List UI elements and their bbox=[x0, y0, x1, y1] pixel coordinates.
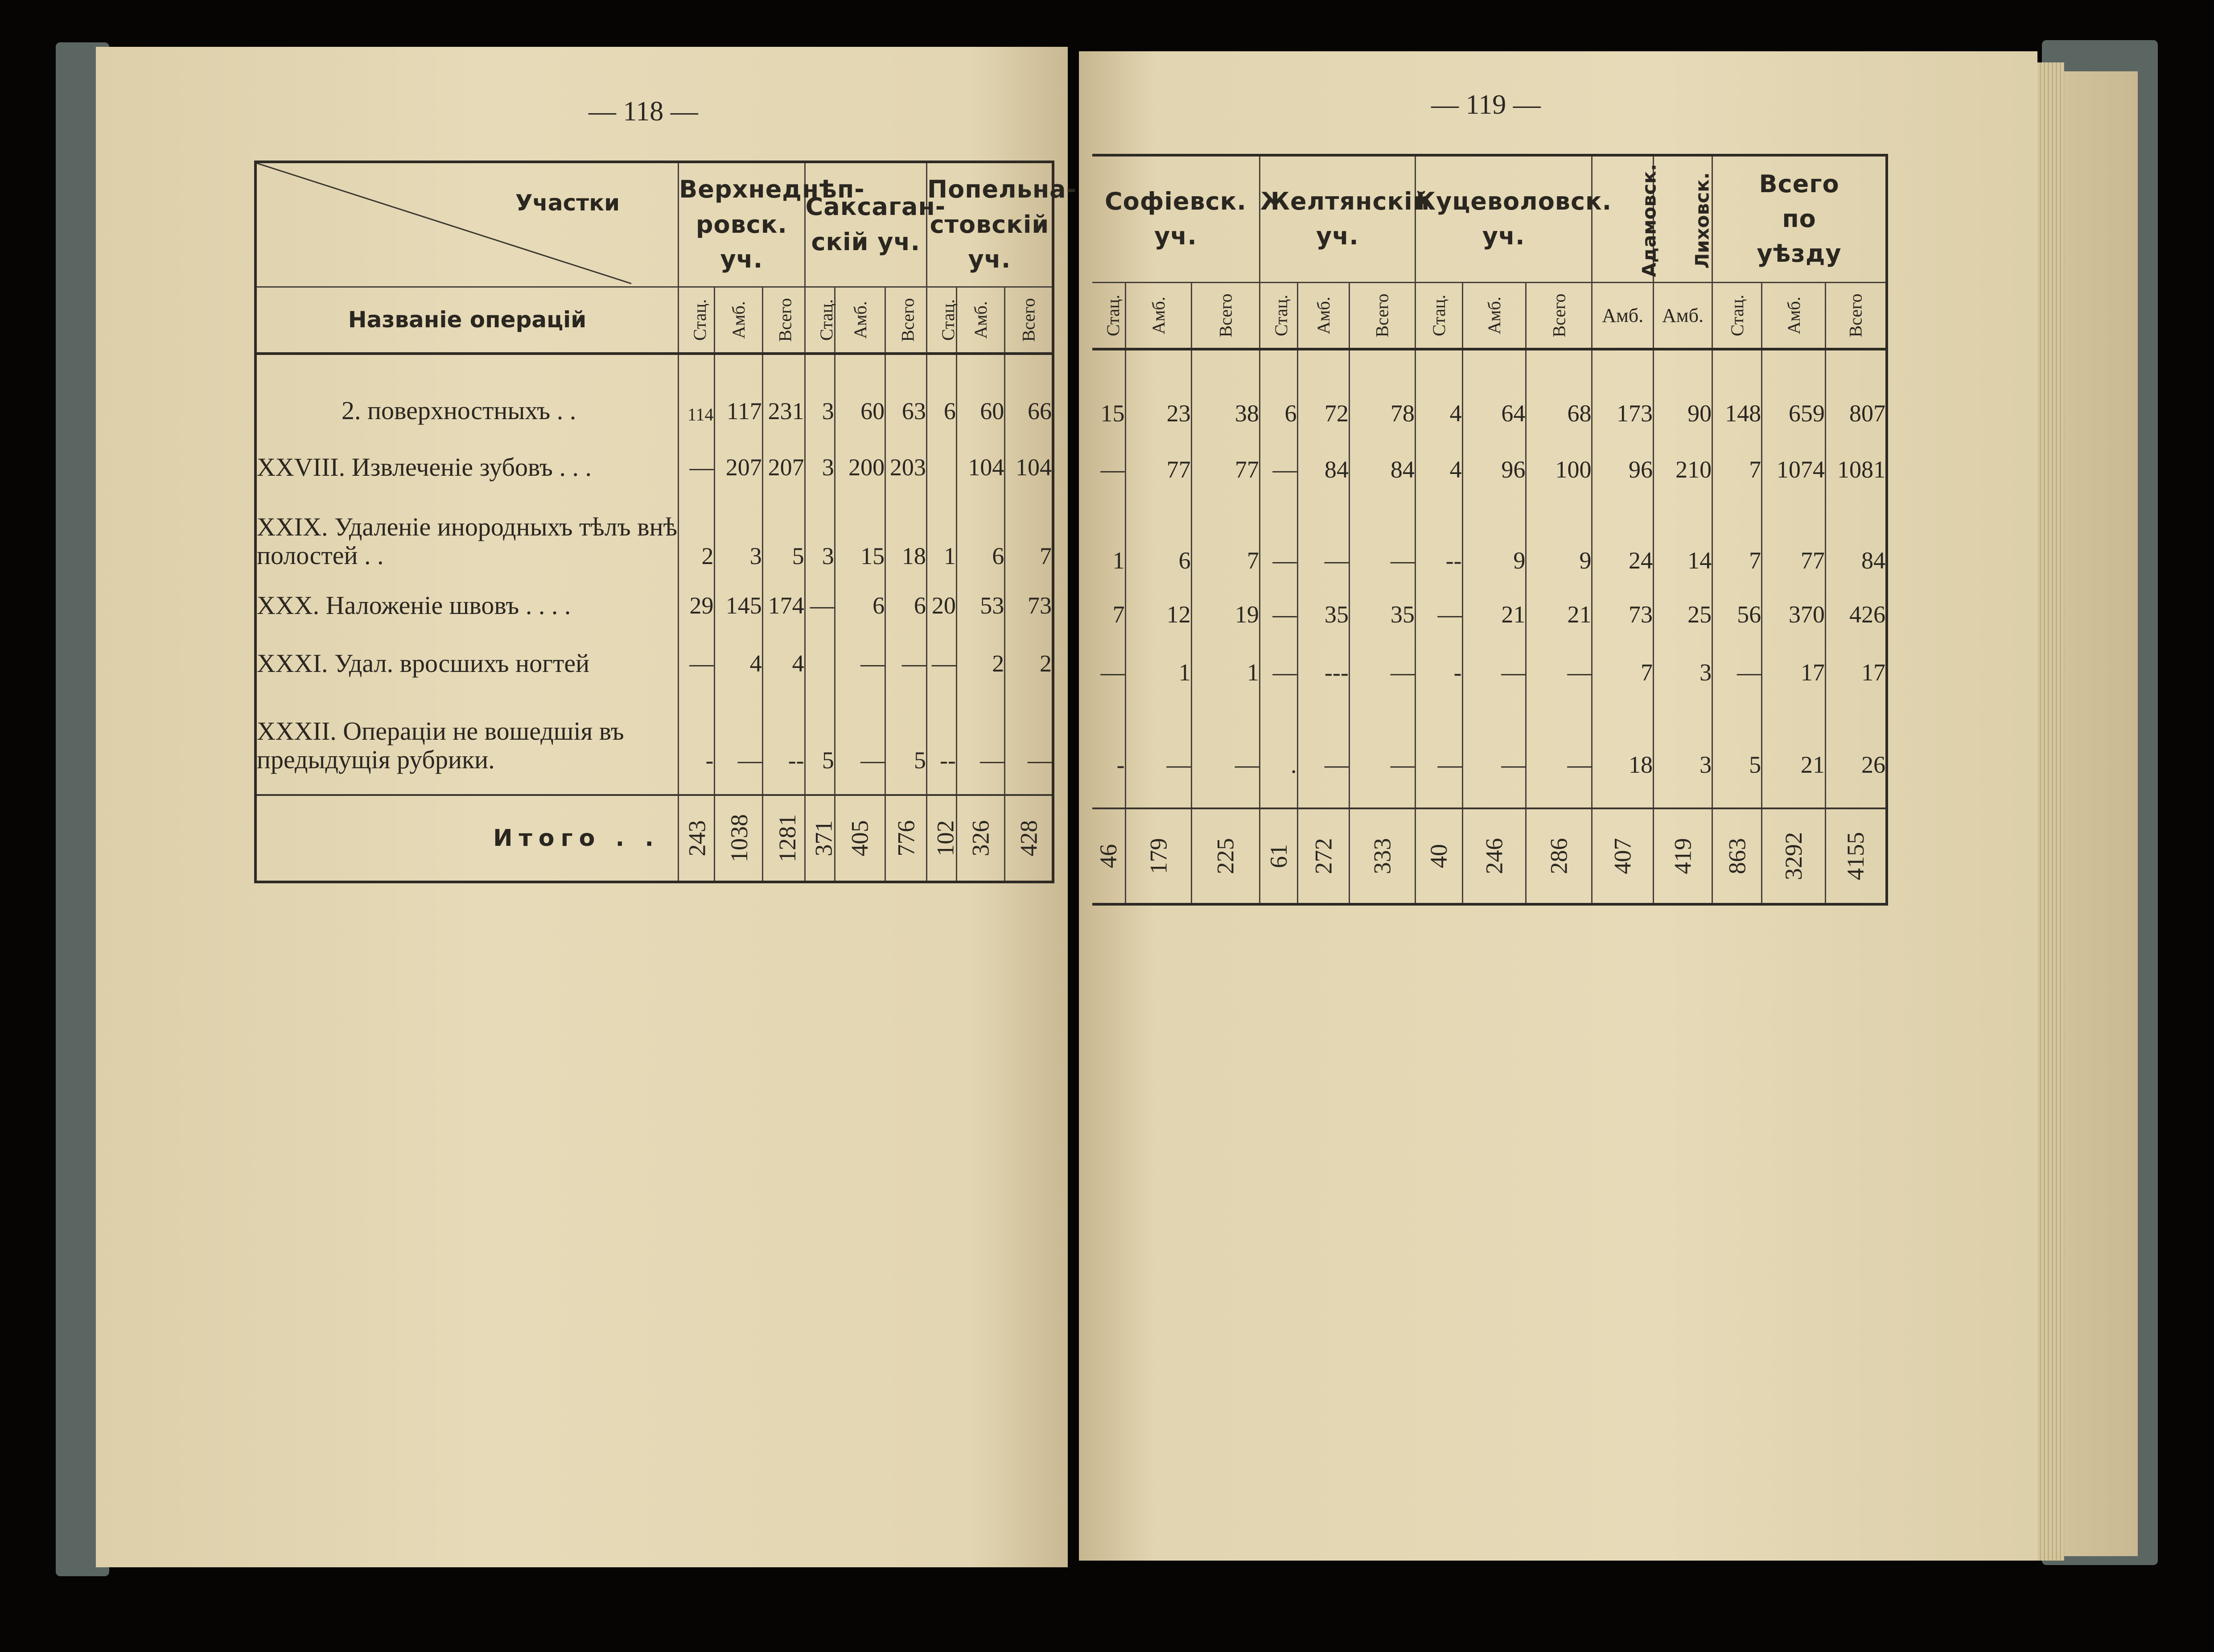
cell: 5 bbox=[762, 496, 805, 577]
cell: 7 bbox=[1592, 643, 1653, 701]
table-row bbox=[255, 354, 1053, 438]
group-header-1: Саксаган-скій уч. bbox=[805, 162, 926, 287]
cell: 24 bbox=[1592, 498, 1653, 585]
total-cell: 326 bbox=[956, 795, 1004, 882]
subheader-stac: Стац. bbox=[1259, 282, 1297, 349]
cell: 210 bbox=[1653, 441, 1712, 498]
group-header-zheltyansk: Желтянскій уч. bbox=[1259, 155, 1415, 282]
row-label: XXX. Наложеніе швовъ . . . . bbox=[257, 591, 571, 620]
cell: 7 bbox=[1112, 601, 1125, 628]
cell: 15 bbox=[1100, 400, 1125, 427]
total-cell: 61 bbox=[1259, 808, 1297, 904]
cell: 68 bbox=[1526, 349, 1592, 441]
table-row bbox=[1092, 349, 1887, 441]
table-row bbox=[1092, 441, 1887, 498]
total-cell: 102 bbox=[926, 795, 956, 882]
total-cell: 243 bbox=[679, 795, 714, 882]
group-header-0: Верхнеднѣп-ровск. уч. bbox=[679, 162, 805, 287]
cell: 73 bbox=[1005, 577, 1053, 634]
cell: 56 bbox=[1712, 585, 1762, 643]
cell: — bbox=[1349, 701, 1415, 808]
corner-diagonal bbox=[257, 163, 667, 288]
cell: - bbox=[1116, 751, 1125, 778]
cell: . bbox=[1259, 701, 1297, 808]
cell: — bbox=[1415, 585, 1462, 643]
cell: 84 bbox=[1297, 441, 1349, 498]
row-label: XXXII. Операціи не вошедшія въ предыдущія рубрики. bbox=[257, 717, 624, 775]
cell: 35 bbox=[1297, 585, 1349, 643]
total-cell: 225 bbox=[1191, 808, 1259, 904]
cell: — bbox=[1349, 643, 1415, 701]
cell: — bbox=[1259, 498, 1297, 585]
page-number-right: — 119 — bbox=[1431, 90, 1541, 120]
cell: 370 bbox=[1762, 585, 1826, 643]
cell: 4 bbox=[762, 634, 805, 692]
cell: 17 bbox=[1762, 643, 1826, 701]
cell: 60 bbox=[835, 354, 885, 438]
table-row bbox=[1092, 643, 1887, 701]
cell: — bbox=[1100, 456, 1125, 483]
subheader-stac: Стац. bbox=[679, 287, 714, 354]
cell: — bbox=[926, 634, 956, 692]
cell: 66 bbox=[1005, 354, 1053, 438]
page-number-left: — 118 — bbox=[588, 96, 698, 127]
total-cell: 419 bbox=[1653, 808, 1712, 904]
cell: 84 bbox=[1349, 441, 1415, 498]
cell: — bbox=[1297, 701, 1349, 808]
cell: — bbox=[1125, 701, 1191, 808]
cell: — bbox=[805, 577, 835, 634]
cell: 148 bbox=[1712, 349, 1762, 441]
subheader-amb: Амб. bbox=[1592, 282, 1653, 349]
cell: 3 bbox=[805, 496, 835, 577]
cell: 104 bbox=[956, 438, 1004, 496]
cell: 207 bbox=[714, 438, 762, 496]
row-label: XXIX. Удаленіе инородныхъ тѣлъ внѣ полостей . . bbox=[257, 512, 678, 570]
book-board bbox=[2064, 71, 2138, 1556]
row-label: XXVIII. Извлеченіе зубовъ . . . bbox=[257, 453, 592, 482]
cell: — bbox=[1259, 441, 1297, 498]
cell: 1 bbox=[926, 496, 956, 577]
group-header-kutsevolovsk: Куцеволовск. уч. bbox=[1415, 155, 1592, 282]
cell: 203 bbox=[885, 438, 927, 496]
cell: — bbox=[1191, 701, 1259, 808]
cell: 7 bbox=[1712, 441, 1762, 498]
subheader-stac: Стац. bbox=[1712, 282, 1762, 349]
cell: -- bbox=[1415, 498, 1462, 585]
cell: 96 bbox=[1592, 441, 1653, 498]
cell: 6 bbox=[956, 496, 1004, 577]
cell: — bbox=[1005, 692, 1053, 795]
cell: 4 bbox=[714, 634, 762, 692]
cell: 6 bbox=[926, 354, 956, 438]
cell: — bbox=[679, 634, 714, 692]
cell: — bbox=[835, 692, 885, 795]
group-header-total: Всего по уѣзду bbox=[1712, 155, 1887, 282]
total-cell: 246 bbox=[1462, 808, 1526, 904]
subheader-total: Всего bbox=[1349, 282, 1415, 349]
cell: 3 bbox=[714, 496, 762, 577]
subheader-total: Всего bbox=[762, 287, 805, 354]
cell: 659 bbox=[1762, 349, 1826, 441]
cell: 1 bbox=[1191, 643, 1259, 701]
cell: — bbox=[1526, 643, 1592, 701]
row-label: 2. поверхностныхъ . . bbox=[342, 396, 576, 425]
total-cell: 405 bbox=[835, 795, 885, 882]
subheader-amb: Амб. bbox=[956, 287, 1004, 354]
total-cell: 428 bbox=[1005, 795, 1053, 882]
total-cell: 3292 bbox=[1762, 808, 1826, 904]
cell: 3 bbox=[1653, 643, 1712, 701]
cell: 77 bbox=[1191, 441, 1259, 498]
cell: 72 bbox=[1297, 349, 1349, 441]
cell: 2 bbox=[956, 634, 1004, 692]
table-row bbox=[255, 634, 1053, 692]
cell: 5 bbox=[885, 692, 927, 795]
subheader-stac: Стац. bbox=[1415, 282, 1462, 349]
table-row bbox=[255, 577, 1053, 634]
table-right bbox=[1092, 154, 1888, 906]
total-cell: 1038 bbox=[714, 795, 762, 882]
subheader-stac: Стац. bbox=[1092, 282, 1125, 349]
total-cell: 371 bbox=[805, 795, 835, 882]
cell: — bbox=[1462, 701, 1526, 808]
cell: 200 bbox=[835, 438, 885, 496]
cell: 78 bbox=[1349, 349, 1415, 441]
corner-bottom-label: Названіе операцій bbox=[255, 287, 679, 354]
cell: 25 bbox=[1653, 585, 1712, 643]
cell: — bbox=[714, 692, 762, 795]
cell: 21 bbox=[1526, 585, 1592, 643]
total-cell: 4155 bbox=[1825, 808, 1887, 904]
cell: 1074 bbox=[1762, 441, 1826, 498]
cell: — bbox=[1415, 701, 1462, 808]
cell: — bbox=[885, 634, 927, 692]
table-row bbox=[1092, 585, 1887, 643]
group-header-sofievsk: Софіевск. уч. bbox=[1092, 155, 1259, 282]
totals-row bbox=[255, 795, 1053, 882]
cell: 17 bbox=[1825, 643, 1887, 701]
table-row bbox=[1092, 701, 1887, 808]
cell: 231 bbox=[762, 354, 805, 438]
cell: 18 bbox=[1592, 701, 1653, 808]
subheader-amb: Амб. bbox=[1462, 282, 1526, 349]
cell: 3 bbox=[1653, 701, 1712, 808]
cell: 77 bbox=[1125, 441, 1191, 498]
cell: 21 bbox=[1762, 701, 1826, 808]
cell: 117 bbox=[714, 354, 762, 438]
cell: 6 bbox=[1125, 498, 1191, 585]
row-label: XXXI. Удал. вросшихъ ногтей bbox=[257, 649, 590, 678]
subheader-amb: Амб. bbox=[1297, 282, 1349, 349]
corner-header bbox=[255, 162, 679, 287]
cell: 60 bbox=[956, 354, 1004, 438]
cell: 9 bbox=[1526, 498, 1592, 585]
subheader-amb: Амб. bbox=[835, 287, 885, 354]
cell: 73 bbox=[1592, 585, 1653, 643]
group-header-2: Попельна-стовскій уч. bbox=[926, 162, 1053, 287]
cell: 63 bbox=[885, 354, 927, 438]
cell: 4 bbox=[1415, 441, 1462, 498]
cell: 15 bbox=[835, 496, 885, 577]
subheader-total: Всего bbox=[885, 287, 927, 354]
cell: 84 bbox=[1825, 498, 1887, 585]
cell: -- bbox=[762, 692, 805, 795]
cell: 4 bbox=[1415, 349, 1462, 441]
table-row bbox=[1092, 498, 1887, 585]
cell: — bbox=[1526, 701, 1592, 808]
total-cell: 46 bbox=[1092, 808, 1125, 904]
cell: 174 bbox=[762, 577, 805, 634]
total-cell: 776 bbox=[885, 795, 927, 882]
subheader-total: Всего bbox=[1005, 287, 1053, 354]
cell: 35 bbox=[1349, 585, 1415, 643]
cell: 53 bbox=[956, 577, 1004, 634]
cell: — bbox=[1100, 659, 1125, 686]
cell: 9 bbox=[1462, 498, 1526, 585]
cell: 21 bbox=[1462, 585, 1526, 643]
cell: — bbox=[1259, 585, 1297, 643]
corner-top-label: Участки bbox=[515, 190, 620, 216]
subheader-amb: Амб. bbox=[1125, 282, 1191, 349]
total-cell: 179 bbox=[1125, 808, 1191, 904]
cell: — bbox=[1259, 643, 1297, 701]
cell: 20 bbox=[926, 577, 956, 634]
subheader-stac: Стац. bbox=[926, 287, 956, 354]
cell: - bbox=[679, 692, 714, 795]
cell: 2 bbox=[1005, 634, 1053, 692]
cell: 19 bbox=[1191, 585, 1259, 643]
cell: 18 bbox=[885, 496, 927, 577]
cell: 100 bbox=[1526, 441, 1592, 498]
total-cell: 286 bbox=[1526, 808, 1592, 904]
cell: 23 bbox=[1125, 349, 1191, 441]
cell: 2 bbox=[679, 496, 714, 577]
cell: 14 bbox=[1653, 498, 1712, 585]
cell: 1 bbox=[1125, 643, 1191, 701]
totals-row bbox=[1092, 808, 1887, 904]
cell: 7 bbox=[1712, 498, 1762, 585]
cell: — bbox=[835, 634, 885, 692]
cell: --- bbox=[1297, 643, 1349, 701]
cell: 29 bbox=[679, 577, 714, 634]
cell: 6 bbox=[1259, 349, 1297, 441]
total-cell: 272 bbox=[1297, 808, 1349, 904]
cell: -- bbox=[926, 692, 956, 795]
cell: 7 bbox=[1191, 498, 1259, 585]
cell: - bbox=[1415, 643, 1462, 701]
cell: 77 bbox=[1762, 498, 1826, 585]
total-label: Итого . . bbox=[255, 795, 679, 882]
group-header-adamovsk: Адамовск. bbox=[1592, 155, 1653, 282]
cell: — bbox=[956, 692, 1004, 795]
cell: 12 bbox=[1125, 585, 1191, 643]
table-row bbox=[255, 496, 1053, 577]
subheader-total: Всего bbox=[1526, 282, 1592, 349]
cell: 173 bbox=[1592, 349, 1653, 441]
cell: 426 bbox=[1825, 585, 1887, 643]
cell: 90 bbox=[1653, 349, 1712, 441]
cell: 145 bbox=[714, 577, 762, 634]
total-cell: 40 bbox=[1415, 808, 1462, 904]
cell: 207 bbox=[762, 438, 805, 496]
cell: 96 bbox=[1462, 441, 1526, 498]
cell: — bbox=[679, 438, 714, 496]
table-row bbox=[255, 692, 1053, 795]
cell: — bbox=[1462, 643, 1526, 701]
subheader-amb: Амб. bbox=[714, 287, 762, 354]
cell: 26 bbox=[1825, 701, 1887, 808]
subheader-stac: Стац. bbox=[805, 287, 835, 354]
cell: 38 bbox=[1191, 349, 1259, 441]
page-edges bbox=[2033, 62, 2064, 1561]
cell: 3 bbox=[805, 354, 835, 438]
subheader-total: Всего bbox=[1191, 282, 1259, 349]
cell: 114 bbox=[679, 354, 714, 438]
cell: 5 bbox=[1712, 701, 1762, 808]
cell: 104 bbox=[1005, 438, 1053, 496]
cell bbox=[805, 634, 835, 692]
subheader-total: Всего bbox=[1825, 282, 1887, 349]
table-row bbox=[255, 438, 1053, 496]
cell bbox=[926, 438, 956, 496]
cell: 1 bbox=[1112, 547, 1125, 574]
cell: — bbox=[1297, 498, 1349, 585]
cell: 64 bbox=[1462, 349, 1526, 441]
group-header-likhovsk: Лиховск. bbox=[1653, 155, 1712, 282]
subheader-amb: Амб. bbox=[1653, 282, 1712, 349]
cell: 3 bbox=[805, 438, 835, 496]
cell: 6 bbox=[885, 577, 927, 634]
cell: 6 bbox=[835, 577, 885, 634]
cell: 7 bbox=[1005, 496, 1053, 577]
subheader-amb: Амб. bbox=[1762, 282, 1826, 349]
table-left bbox=[254, 161, 1077, 883]
total-cell: 863 bbox=[1712, 808, 1762, 904]
total-cell: 1281 bbox=[762, 795, 805, 882]
cell: — bbox=[1349, 498, 1415, 585]
cell: 807 bbox=[1825, 349, 1887, 441]
total-cell: 333 bbox=[1349, 808, 1415, 904]
cell: 1081 bbox=[1825, 441, 1887, 498]
cell: 5 bbox=[805, 692, 835, 795]
total-cell: 407 bbox=[1592, 808, 1653, 904]
cell: — bbox=[1712, 643, 1762, 701]
